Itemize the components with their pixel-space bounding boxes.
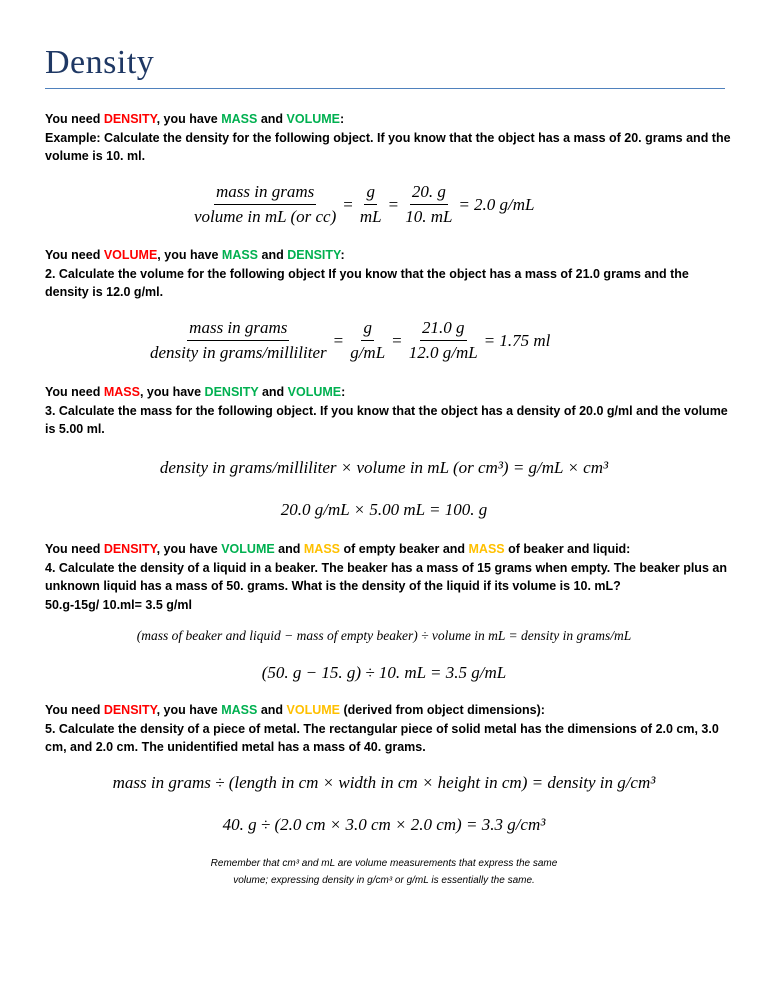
problem-text-3: 3. Calculate the mass for the following object. If you know that the object has a density of 20.0 g/ml and the volume is 5.00 ml. [45,403,728,436]
footnote-line-1: Remember that cm³ and mL are volume measurements that express the same [210,858,558,869]
section-5: You need DENSITY, you have MASS and VOLUME (derived from object dimensions): 5. Calculate the density of a piece of metal. The rectangular piece of solid metal has the dimensions of 2.0 cm, 3.0 cm, and 2.0 cm. The unidentified metal has a mass of 40. grams. [45,701,735,757]
problem-answer-4: 50.g-15g/ 10.ml= 3.5 g/ml [45,597,192,612]
problem-text-1: Example: Calculate the density for the following object. If you know that the object has a mass of 20. grams and the volume is 10. ml. [45,130,731,163]
footnote-line-2: volume; expressing density in g/cm³ or g/mL is essentially the same. [233,875,535,886]
equation-5a: mass in grams ÷ (length in cm × width in cm × height in cm) = density in g/cm³ [112,773,656,792]
equation-5b: 40. g ÷ (2.0 cm × 3.0 cm × 2.0 cm) = 3.3 g/cm³ [222,815,546,834]
section-1: You need DENSITY, you have MASS and VOLUME: Example: Calculate the density for the following object. If you know that the object has a mass of 20. grams and the volume is 10. ml. [45,110,735,166]
equation-1: $\frac{\text{mass in grams}}{\text{volume in mL (or cc)}}$ = $\frac{g}{mL}$ = $\frac{20. g}{10. mL}$ = 2.0 g/mL [194,182,535,226]
equation-2: $\frac{\text{mass in grams}}{\text{density in grams/milliliter}}$ = $\frac{g}{g/mL}$ = $\frac{21.0 g}{12.0 g/mL}$ = 1.75 ml [150,318,551,362]
section-2: You need VOLUME, you have MASS and DENSITY: 2. Calculate the volume for the following object If you know that the object has a mass of 21.0 grams and the density is 12.0 g/ml. [45,246,735,302]
equation-4a: (mass of beaker and liquid − mass of empty beaker) ÷ volume in mL = density in grams/mL [136,628,632,643]
equation-4b: (50. g − 15. g) ÷ 10. mL = 3.5 g/mL [261,663,507,682]
problem-text-2: 2. Calculate the volume for the following object If you know that the object has a mass of 21.0 grams and the density is 12.0 g/ml. [45,266,689,299]
section-3: You need MASS, you have DENSITY and VOLUME: 3. Calculate the mass for the following object. If you know that the object has a density of 20.0 g/ml and the volume is 5.00 ml. [45,383,735,439]
equation-3a: density in grams/milliliter × volume in mL (or cm³) = g/mL × cm³ [159,458,609,477]
equation-3b: 20.0 g/mL × 5.00 mL = 100. g [280,500,488,519]
page-title: Density [45,44,155,81]
problem-text-5: 5. Calculate the density of a piece of metal. The rectangular piece of solid metal has the dimensions of 2.0 cm, 3.0 cm, and 2.0 cm. The unidentified metal has a mass of 40. grams. [45,721,719,754]
problem-text-4: 4. Calculate the density of a liquid in a beaker. The beaker has a mass of 15 grams when empty. The beaker plus an unknown liquid has a mass of 50. grams. What is the density of the liquid if its volume is 10. mL? [45,560,727,593]
section-4: You need DENSITY, you have VOLUME and MASS of empty beaker and MASS of beaker and liquid: 4. Calculate the density of a liquid in a beaker. The beaker has a mass of 15 grams when empty. The beaker plus an unknown liquid has a mass of 50. grams. What is the density of the liquid if its volume is 10. mL? 50.g-15g/ 10.ml= 3.5 g/ml [45,540,735,614]
title-divider [45,88,725,89]
